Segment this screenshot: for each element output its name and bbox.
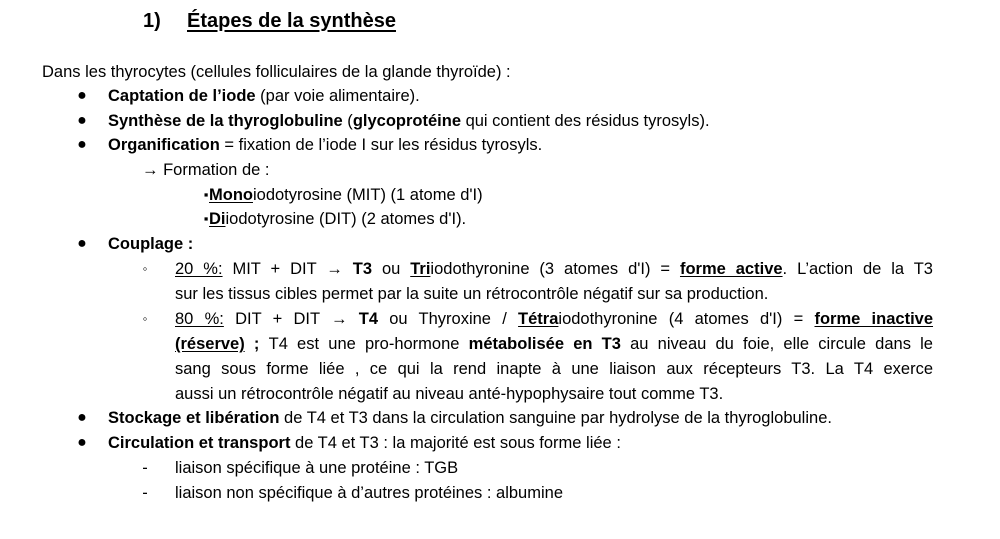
synthese-text-end: qui contient des résidus tyrosyls). (461, 112, 710, 130)
circulation-item: liaison non spécifique à d’autres protéines : albumine (175, 484, 563, 502)
t3-action: . L’action de la T3 (782, 260, 933, 278)
t4-item (175, 307, 933, 332)
circulation-text: de T4 et T3 : la majorité est sous forme liée : (290, 434, 621, 452)
t3-reaction: MIT + DIT → (222, 260, 353, 278)
couplage-label: Couplage : (108, 235, 194, 253)
dash-bullet-icon: - (142, 484, 148, 502)
forme-inactive: forme inactive (814, 310, 934, 328)
step-stockage (108, 406, 832, 431)
captation-text: (par voie alimentaire). (255, 87, 420, 105)
bullet-icon: ● (77, 136, 87, 153)
t3-item-line2: sur les tissus cibles permet par la suite un rétrocontrôle négatif sur sa production. (175, 285, 769, 303)
glycoproteine-label: glycoprotéine (352, 112, 461, 130)
intro-text: Dans les thyrocytes (cellules folliculaires de la glande thyroïde) : (42, 63, 511, 81)
t3-or: ou (372, 260, 411, 278)
mit-text: iodotyrosine (MIT) (1 atome d'I) (252, 186, 483, 204)
mit-prefix: Mono (209, 186, 253, 204)
t4-reaction: DIT + DIT → (223, 310, 359, 328)
bullet-icon: ● (77, 112, 87, 129)
mit-item (209, 183, 483, 208)
synthese-label: Synthèse de la thyroglobuline (108, 112, 343, 130)
square-bullet-icon: ▪ (203, 211, 209, 226)
circulation-label: Circulation et transport (108, 434, 291, 452)
t4-item-line3: sang sous forme liée , ce qui la rend inapte à une liaison aux récepteurs T3. La T4 exerce (175, 360, 933, 378)
step-organification (108, 133, 542, 158)
bullet-icon: ● (77, 434, 87, 451)
stockage-text: de T4 et T3 dans la circulation sanguine par hydrolyse de la thyroglobuline. (279, 409, 832, 427)
organification-label: Organification (108, 136, 220, 154)
formation-text: → Formation de : (142, 161, 270, 179)
circle-bullet-icon: ◦ (142, 261, 148, 276)
t3-name: iodothyronine (3 atomes d'I) = (430, 260, 680, 278)
dit-prefix: Di (209, 210, 226, 228)
section-heading (143, 8, 396, 34)
bullet-icon: ● (77, 409, 87, 426)
t4-percent: 80 %: (175, 310, 224, 328)
section-title: Étapes de la synthèse (187, 10, 396, 32)
dit-text: iodotyrosine (DIT) (2 atomes d'I). (225, 210, 467, 228)
dash-bullet-icon: - (142, 459, 148, 477)
tetra-prefix: Tétra (518, 310, 559, 328)
bullet-icon: ● (77, 87, 87, 104)
circulation-item: liaison spécifique à une protéine : TGB (175, 459, 459, 477)
t4-prohormone: T4 est une pro-hormone (268, 335, 469, 353)
dit-item (209, 207, 466, 232)
t4-item-line2 (175, 332, 933, 357)
circle-bullet-icon: ◦ (142, 311, 148, 326)
t4-foie: au niveau du foie, elle circule dans le (620, 335, 933, 353)
square-bullet-icon: ▪ (203, 187, 209, 202)
step-captation (108, 84, 420, 109)
tri-prefix: Tri (410, 260, 431, 278)
t4-item-line4: aussi un rétrocontrôle négatif au niveau anté-hypophysaire tout comme T3. (175, 385, 724, 403)
step-synthese (108, 109, 710, 134)
captation-label: Captation de l’iode (108, 87, 256, 105)
t4-name: iodothyronine (4 atomes d'I) = (558, 310, 815, 328)
organification-text: = fixation de l’iode I sur les résidus tyrosyls. (219, 136, 543, 154)
step-circulation (108, 431, 621, 456)
reserve-label: (réserve) (175, 335, 245, 353)
t4-label: T4 (358, 310, 379, 328)
section-number: 1) (143, 10, 161, 32)
t4-or: ou Thyroxine / (378, 310, 519, 328)
t4-separator: ; (244, 335, 269, 353)
bullet-icon: ● (77, 235, 87, 252)
stockage-label: Stockage et libération (108, 409, 280, 427)
t3-item (175, 257, 933, 282)
t3-percent: 20 %: (175, 260, 223, 278)
forme-active: forme active (679, 260, 783, 278)
metabolisee-label: métabolisée en T3 (468, 335, 621, 353)
t3-label: T3 (352, 260, 373, 278)
synthese-text: ( (342, 112, 353, 130)
